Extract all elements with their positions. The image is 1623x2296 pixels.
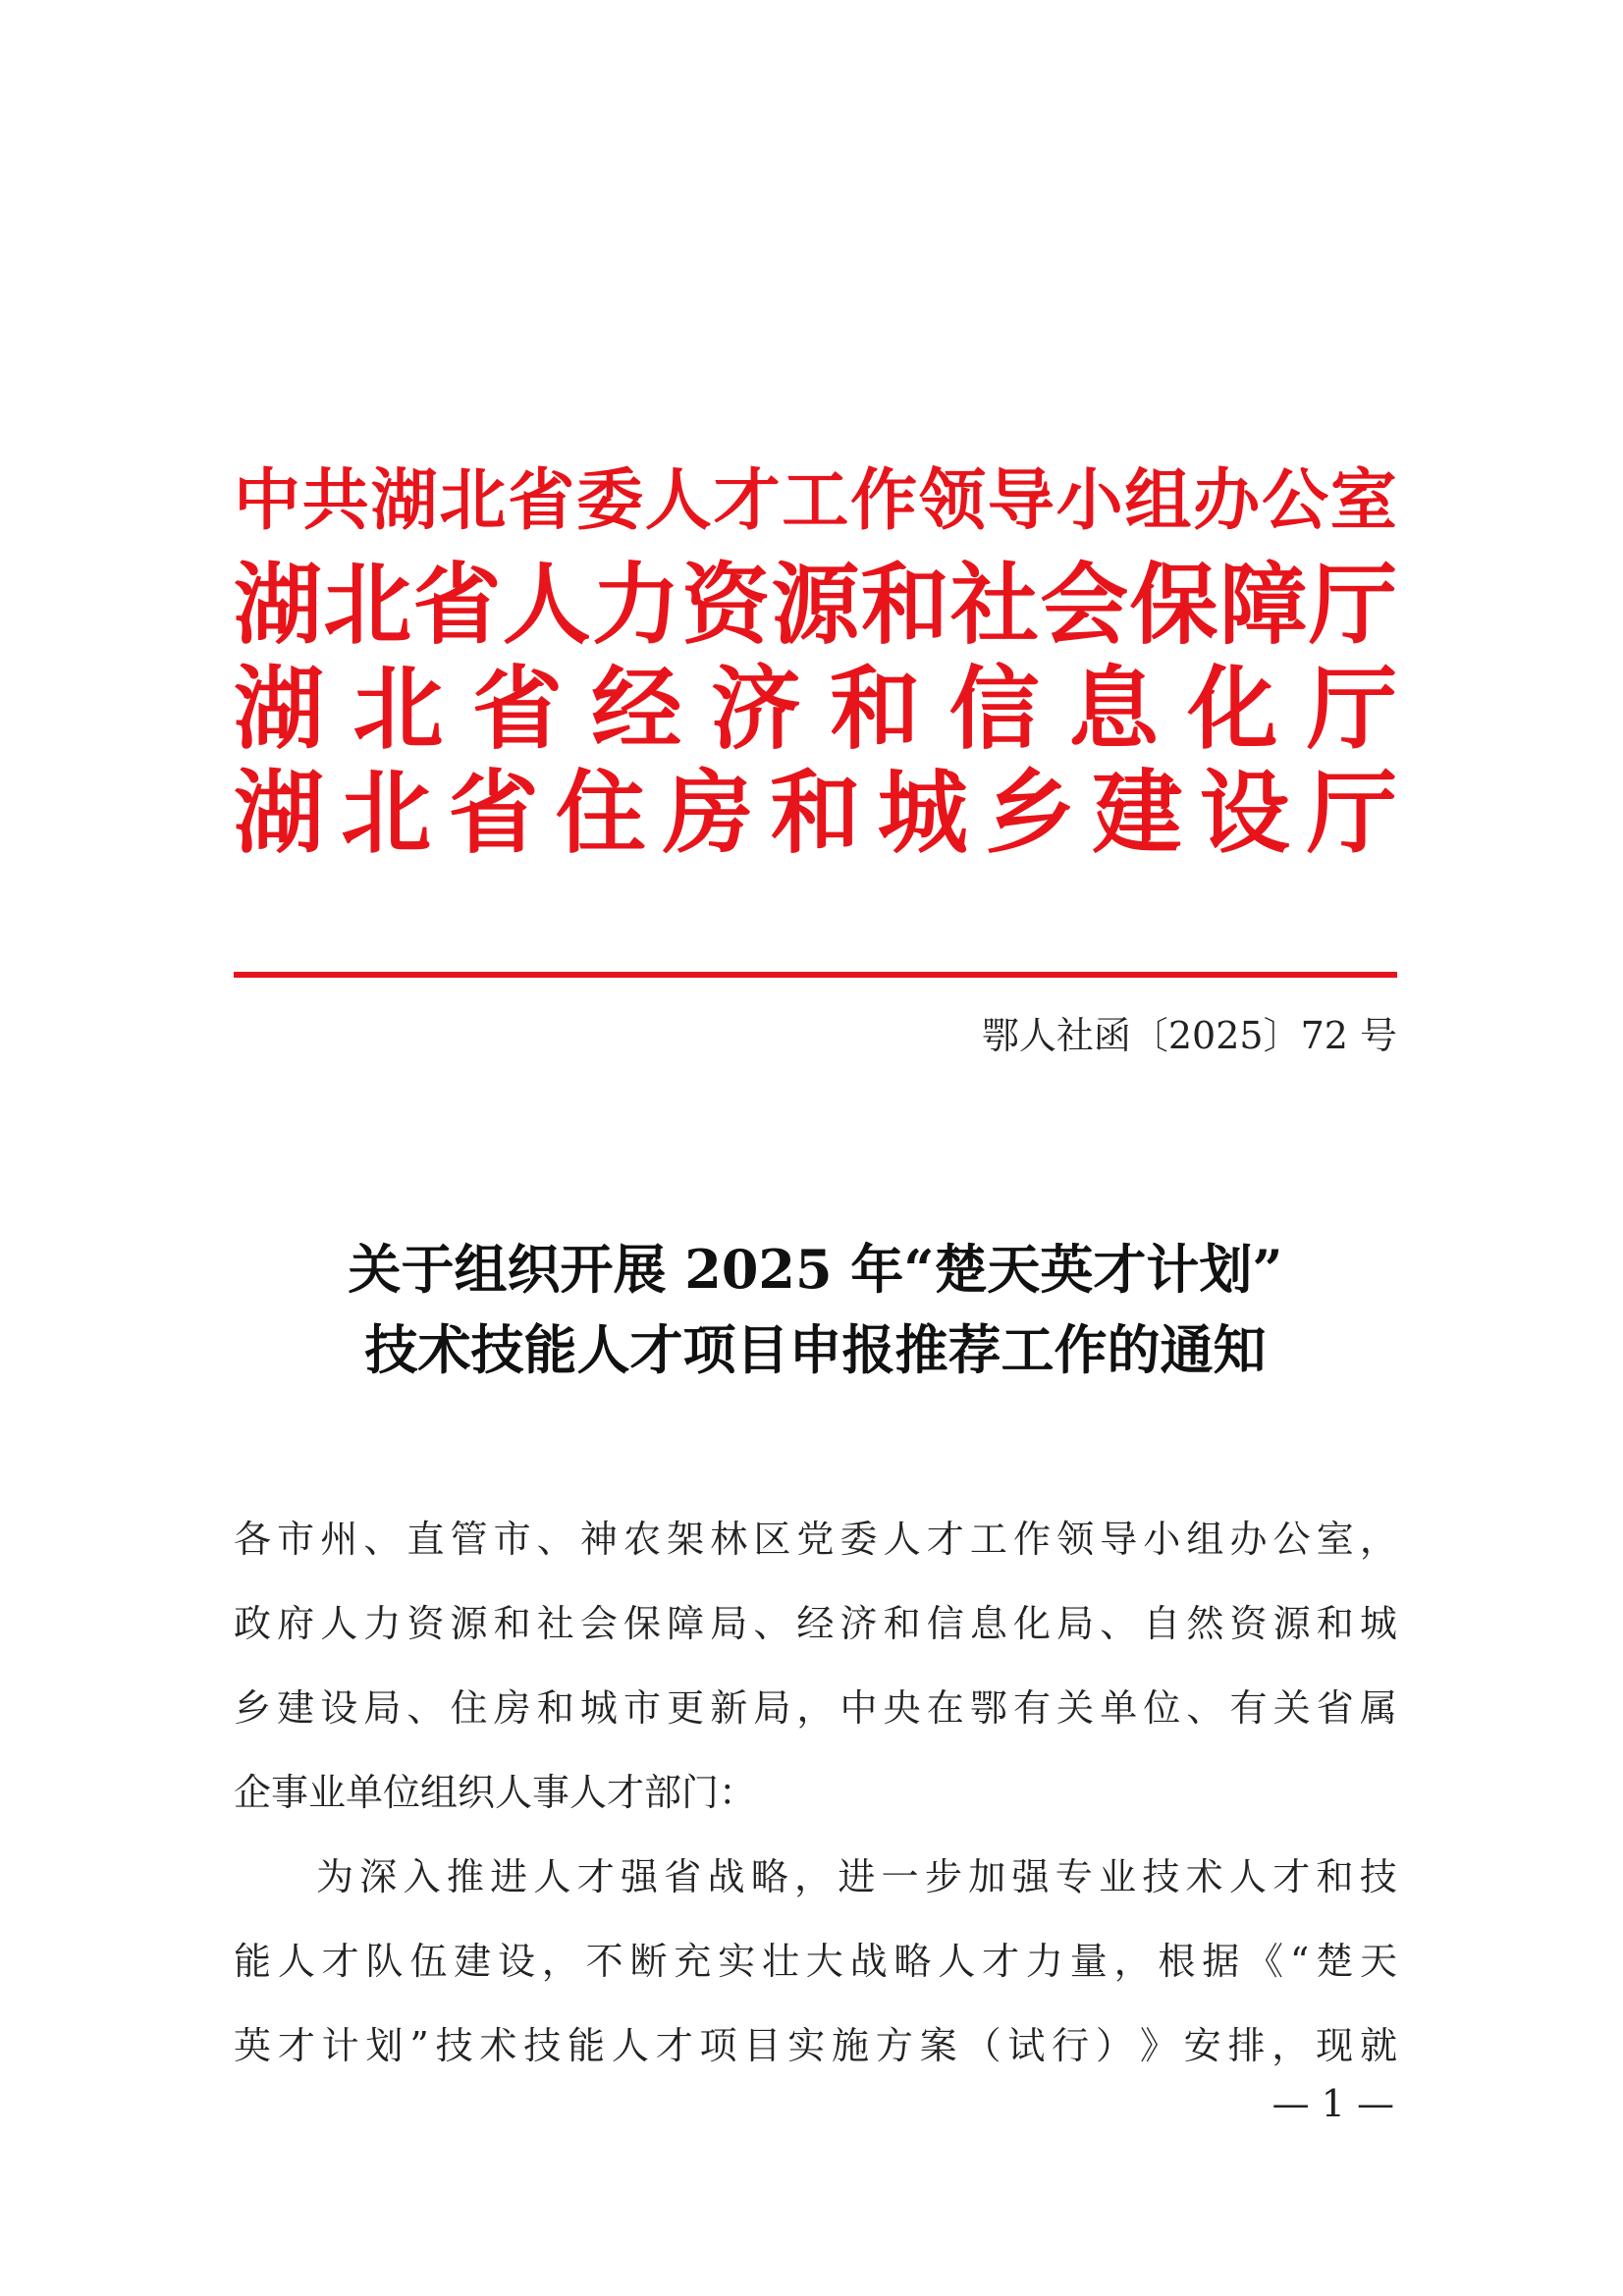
- body-char: 行: [1052, 2024, 1090, 2067]
- body-char: 进: [838, 1855, 876, 1898]
- body-char: 更: [667, 1686, 705, 1730]
- masthead-char: 住: [555, 761, 646, 866]
- body-char: 楚: [1316, 1940, 1354, 1983]
- masthead-char: 和: [860, 554, 949, 657]
- body-char: 业: [1099, 1855, 1137, 1898]
- body-char: 局: [363, 1686, 402, 1730]
- masthead-char: 人: [502, 554, 591, 657]
- body-char: 专: [1055, 1855, 1093, 1898]
- body-char: 人: [320, 1602, 358, 1645]
- body-char: 天: [1359, 1940, 1397, 1983]
- paragraph-line-1: [234, 1835, 1397, 1919]
- body-char: ，: [796, 1686, 835, 1730]
- body-char: ，: [794, 1855, 833, 1898]
- title-line-1: 关于组织开展 2025 年“楚天英才计划”: [348, 1238, 1283, 1301]
- body-char: 人: [1228, 1855, 1267, 1898]
- body-char: 局: [753, 1686, 791, 1730]
- body-char: 强: [1011, 1855, 1050, 1898]
- body-char: 局: [710, 1602, 748, 1645]
- body-char: 才: [277, 2024, 315, 2067]
- masthead-char: 作: [850, 462, 918, 540]
- body-char: 安: [1183, 2024, 1221, 2067]
- body-char: 壮: [761, 1940, 799, 1983]
- masthead-char: 湖: [370, 462, 438, 540]
- masthead-char: 会: [1040, 554, 1129, 657]
- body-char: 根: [1158, 1940, 1196, 1983]
- body-char: 关: [1272, 1686, 1311, 1730]
- masthead-char: 湖: [234, 554, 322, 657]
- body-char: 现: [1316, 2024, 1354, 2067]
- body-char: 济: [839, 1602, 878, 1645]
- body-char: 英: [234, 2024, 272, 2067]
- recipients-line-2: [234, 1581, 1397, 1666]
- masthead-char: 办: [1193, 462, 1261, 540]
- body-char: 房: [493, 1686, 531, 1730]
- body-char: ，: [541, 1940, 579, 1983]
- body-char: ，: [1359, 1518, 1397, 1561]
- body-char: 信: [926, 1602, 964, 1645]
- body-char: 》: [1139, 2024, 1177, 2067]
- body-char: 管: [450, 1518, 488, 1561]
- body-char: 林: [710, 1518, 748, 1561]
- body-char: 和: [493, 1602, 531, 1645]
- body-char: 就: [1359, 2024, 1397, 2067]
- body-char: 施: [832, 2024, 870, 2067]
- body-char: 、: [753, 1602, 791, 1645]
- masthead-line-1: [234, 450, 1397, 554]
- paragraph-line-2: [234, 1919, 1397, 2003]
- masthead-char: 力: [592, 554, 680, 657]
- masthead-char: 经: [591, 657, 682, 762]
- masthead-char: 导: [987, 462, 1055, 540]
- document-body: [234, 1497, 1397, 2088]
- body-char: 有: [1229, 1686, 1268, 1730]
- body-char: 量: [1069, 1940, 1108, 1983]
- body-char: 单: [1100, 1686, 1138, 1730]
- masthead-char: 共: [301, 462, 369, 540]
- body-char: 关: [1056, 1686, 1095, 1730]
- body-char: 然: [1186, 1602, 1224, 1645]
- body-char: 才: [982, 1940, 1020, 1983]
- body-char: 省: [664, 1855, 702, 1898]
- body-char: 源: [450, 1602, 488, 1645]
- body-char: 战: [707, 1855, 745, 1898]
- body-char: 人: [611, 2024, 649, 2067]
- body-char: 、: [1100, 1602, 1138, 1645]
- body-char: 鄂: [969, 1686, 1007, 1730]
- body-char: 建: [277, 1686, 315, 1730]
- body-char: 属: [1359, 1686, 1397, 1730]
- body-char: 案: [919, 2024, 957, 2067]
- body-char: 断: [629, 1940, 668, 1983]
- masthead-char: 和: [830, 657, 921, 762]
- body-char: 伍: [409, 1940, 448, 1983]
- body-char: 术: [479, 2024, 517, 2067]
- masthead-char: 建: [1092, 761, 1183, 866]
- body-char: 强: [620, 1855, 658, 1898]
- masthead-char: 湖: [234, 657, 325, 762]
- body-char: 设: [320, 1686, 358, 1730]
- masthead-char: 工: [782, 462, 849, 540]
- masthead-char: 北: [439, 462, 507, 540]
- body-char: 乡: [234, 1686, 272, 1730]
- masthead-char: 化: [1187, 657, 1278, 762]
- body-char: 、: [536, 1518, 574, 1561]
- body-char: 位: [1143, 1686, 1181, 1730]
- masthead-char: 省: [508, 462, 575, 540]
- body-char: 技: [523, 2024, 562, 2067]
- body-char: 直: [406, 1518, 445, 1561]
- masthead-line-4: [234, 762, 1397, 866]
- masthead-char: 省: [448, 761, 539, 866]
- masthead-char: 和: [770, 761, 861, 866]
- body-char: 《: [1246, 1940, 1284, 1983]
- body-char: 充: [674, 1940, 712, 1983]
- masthead-char: 资: [681, 554, 771, 657]
- body-char: 推: [446, 1855, 484, 1898]
- masthead-char: 人: [644, 462, 712, 540]
- masthead-char: 北: [323, 554, 412, 657]
- body-char: 项: [699, 2024, 737, 2067]
- masthead-char: 保: [1129, 554, 1218, 657]
- masthead-char: 房: [663, 761, 754, 866]
- body-char: 央: [883, 1686, 921, 1730]
- body-char: 才: [926, 1518, 964, 1561]
- body-char: 深: [359, 1855, 398, 1898]
- body-char: 才: [655, 2024, 693, 2067]
- body-char: 市: [622, 1686, 661, 1730]
- body-char: 住: [450, 1686, 488, 1730]
- masthead-char: 信: [948, 657, 1040, 762]
- body-char: 人: [277, 1940, 315, 1983]
- body-char: 神: [579, 1518, 618, 1561]
- body-char: 能: [234, 1940, 272, 1983]
- body-char: ，: [1113, 1940, 1152, 1983]
- body-char: ”: [409, 2024, 429, 2067]
- body-char: 室: [1316, 1518, 1354, 1561]
- recipients-line-3: [234, 1666, 1397, 1750]
- body-char: 人: [883, 1518, 921, 1561]
- body-char: 、: [363, 1518, 402, 1561]
- body-char: 和: [1316, 1855, 1354, 1898]
- issuing-authorities-masthead: [234, 450, 1397, 866]
- body-char: 术: [1185, 1855, 1223, 1898]
- body-char: 战: [849, 1940, 888, 1983]
- body-char: 自: [1143, 1602, 1181, 1645]
- masthead-char: 厅: [1306, 761, 1397, 866]
- masthead-char: 社: [950, 554, 1039, 657]
- body-char: 才: [321, 1940, 359, 1983]
- body-char: 划: [365, 2024, 404, 2067]
- body-char: 、: [406, 1686, 445, 1730]
- body-char: 办: [1229, 1518, 1268, 1561]
- body-char: 息: [969, 1602, 1007, 1645]
- masthead-char: 委: [575, 462, 643, 540]
- body-char: 技: [435, 2024, 473, 2067]
- body-char: 导: [1100, 1518, 1138, 1561]
- body-char: 资: [406, 1602, 445, 1645]
- body-char: 实: [718, 1940, 756, 1983]
- body-char: 力: [363, 1602, 402, 1645]
- body-char: 排: [1227, 2024, 1266, 2067]
- body-char: 作: [1012, 1518, 1051, 1561]
- masthead-char: 领: [918, 462, 986, 540]
- masthead-char: 北: [352, 657, 444, 762]
- body-char: 架: [667, 1518, 705, 1561]
- body-char: 障: [667, 1602, 705, 1645]
- body-char: 各: [234, 1518, 272, 1561]
- body-char: 进: [490, 1855, 528, 1898]
- masthead-char: 厅: [1306, 657, 1397, 762]
- body-char: （: [963, 2024, 1001, 2067]
- body-char: 农: [622, 1518, 661, 1561]
- body-char: 力: [1025, 1940, 1063, 1983]
- body-char: 才: [1272, 1855, 1311, 1898]
- body-char: 城: [579, 1686, 618, 1730]
- body-char: 计: [321, 2024, 359, 2067]
- body-char: 保: [622, 1602, 661, 1645]
- body-char: 小: [1143, 1518, 1181, 1561]
- masthead-char: 公: [1261, 462, 1328, 540]
- body-char: 区: [753, 1518, 791, 1561]
- body-char: 加: [968, 1855, 1006, 1898]
- masthead-char: 北: [341, 761, 432, 866]
- body-char: 市: [277, 1518, 315, 1561]
- body-char: 城: [1359, 1602, 1397, 1645]
- recipients-line-1: [234, 1497, 1397, 1581]
- body-char: 、: [1186, 1686, 1224, 1730]
- body-char: 和: [536, 1686, 574, 1730]
- body-char: 组: [1186, 1518, 1224, 1561]
- masthead-char: 息: [1068, 657, 1160, 762]
- masthead-char: 障: [1218, 554, 1308, 657]
- document-title: [234, 1229, 1397, 1390]
- document-number: 鄂人社函〔2025〕72 号: [981, 1014, 1397, 1057]
- body-char: 新: [710, 1686, 748, 1730]
- masthead-char: 组: [1124, 462, 1192, 540]
- body-char: 有: [1012, 1686, 1051, 1730]
- body-char: 社: [536, 1602, 574, 1645]
- body-char: 源: [1272, 1602, 1311, 1645]
- body-char: 技: [1359, 1855, 1397, 1898]
- red-separator-rule: [234, 972, 1397, 978]
- masthead-char: 源: [771, 554, 860, 657]
- body-char: 队: [365, 1940, 404, 1983]
- body-char: 建: [454, 1940, 492, 1983]
- body-char: 领: [1056, 1518, 1095, 1561]
- body-char: 政: [234, 1602, 272, 1645]
- body-char: 目: [743, 2024, 782, 2067]
- body-char: 入: [403, 1855, 441, 1898]
- masthead-char: 乡: [985, 761, 1076, 866]
- body-char: 和: [1316, 1602, 1354, 1645]
- body-char: 在: [926, 1686, 964, 1730]
- body-char: 为: [316, 1855, 354, 1898]
- body-char: 不: [585, 1940, 623, 1983]
- body-char: 大: [805, 1940, 843, 1983]
- body-char: 会: [579, 1602, 618, 1645]
- masthead-char: 城: [877, 761, 968, 866]
- body-char: 略: [750, 1855, 788, 1898]
- masthead-char: 设: [1199, 761, 1290, 866]
- masthead-char: 省: [471, 657, 563, 762]
- body-char: 州: [320, 1518, 358, 1561]
- body-char: “: [1289, 1940, 1310, 1983]
- body-char: 步: [924, 1855, 962, 1898]
- masthead-char: 湖: [234, 761, 325, 866]
- body-char: ，: [1271, 2024, 1310, 2067]
- body-char: 省: [1316, 1686, 1354, 1730]
- body-char: 才: [576, 1855, 615, 1898]
- body-char: 工: [969, 1518, 1007, 1561]
- body-char: 和: [883, 1602, 921, 1645]
- body-char: 设: [497, 1940, 535, 1983]
- title-line-2: 技术技能人才项目申报推荐工作的通知: [364, 1318, 1267, 1381]
- body-char: 能: [568, 2024, 606, 2067]
- masthead-char: 才: [713, 462, 781, 540]
- masthead-char: 中: [234, 462, 301, 540]
- body-char: 公: [1272, 1518, 1311, 1561]
- body-char: 委: [839, 1518, 878, 1561]
- masthead-char: 室: [1329, 462, 1397, 540]
- body-char: 一: [881, 1855, 919, 1898]
- body-char: 试: [1007, 2024, 1046, 2067]
- body-char: 化: [1012, 1602, 1051, 1645]
- body-char: 府: [277, 1602, 315, 1645]
- body-char: 人: [533, 1855, 571, 1898]
- body-char: 据: [1202, 1940, 1240, 1983]
- body-char: ）: [1095, 2024, 1133, 2067]
- body-char: 资: [1229, 1602, 1268, 1645]
- recipients-line-4: 企事业单位组织人事人才部门：: [234, 1771, 757, 1814]
- body-char: 市: [493, 1518, 531, 1561]
- masthead-char: 小: [1055, 462, 1123, 540]
- page-number: — 1 —: [1271, 2082, 1394, 2125]
- body-char: 经: [796, 1602, 835, 1645]
- masthead-line-2: [234, 554, 1397, 658]
- body-char: 局: [1056, 1602, 1095, 1645]
- masthead-char: 厅: [1309, 554, 1397, 657]
- masthead-line-3: [234, 658, 1397, 762]
- body-char: 技: [1142, 1855, 1180, 1898]
- body-char: 实: [787, 2024, 826, 2067]
- paragraph-line-3: [234, 2003, 1397, 2088]
- masthead-char: 济: [710, 657, 801, 762]
- body-char: 方: [875, 2024, 913, 2067]
- body-char: 党: [796, 1518, 835, 1561]
- body-char: 中: [839, 1686, 878, 1730]
- body-char: 略: [893, 1940, 932, 1983]
- body-char: 人: [938, 1940, 976, 1983]
- masthead-char: 省: [412, 554, 502, 657]
